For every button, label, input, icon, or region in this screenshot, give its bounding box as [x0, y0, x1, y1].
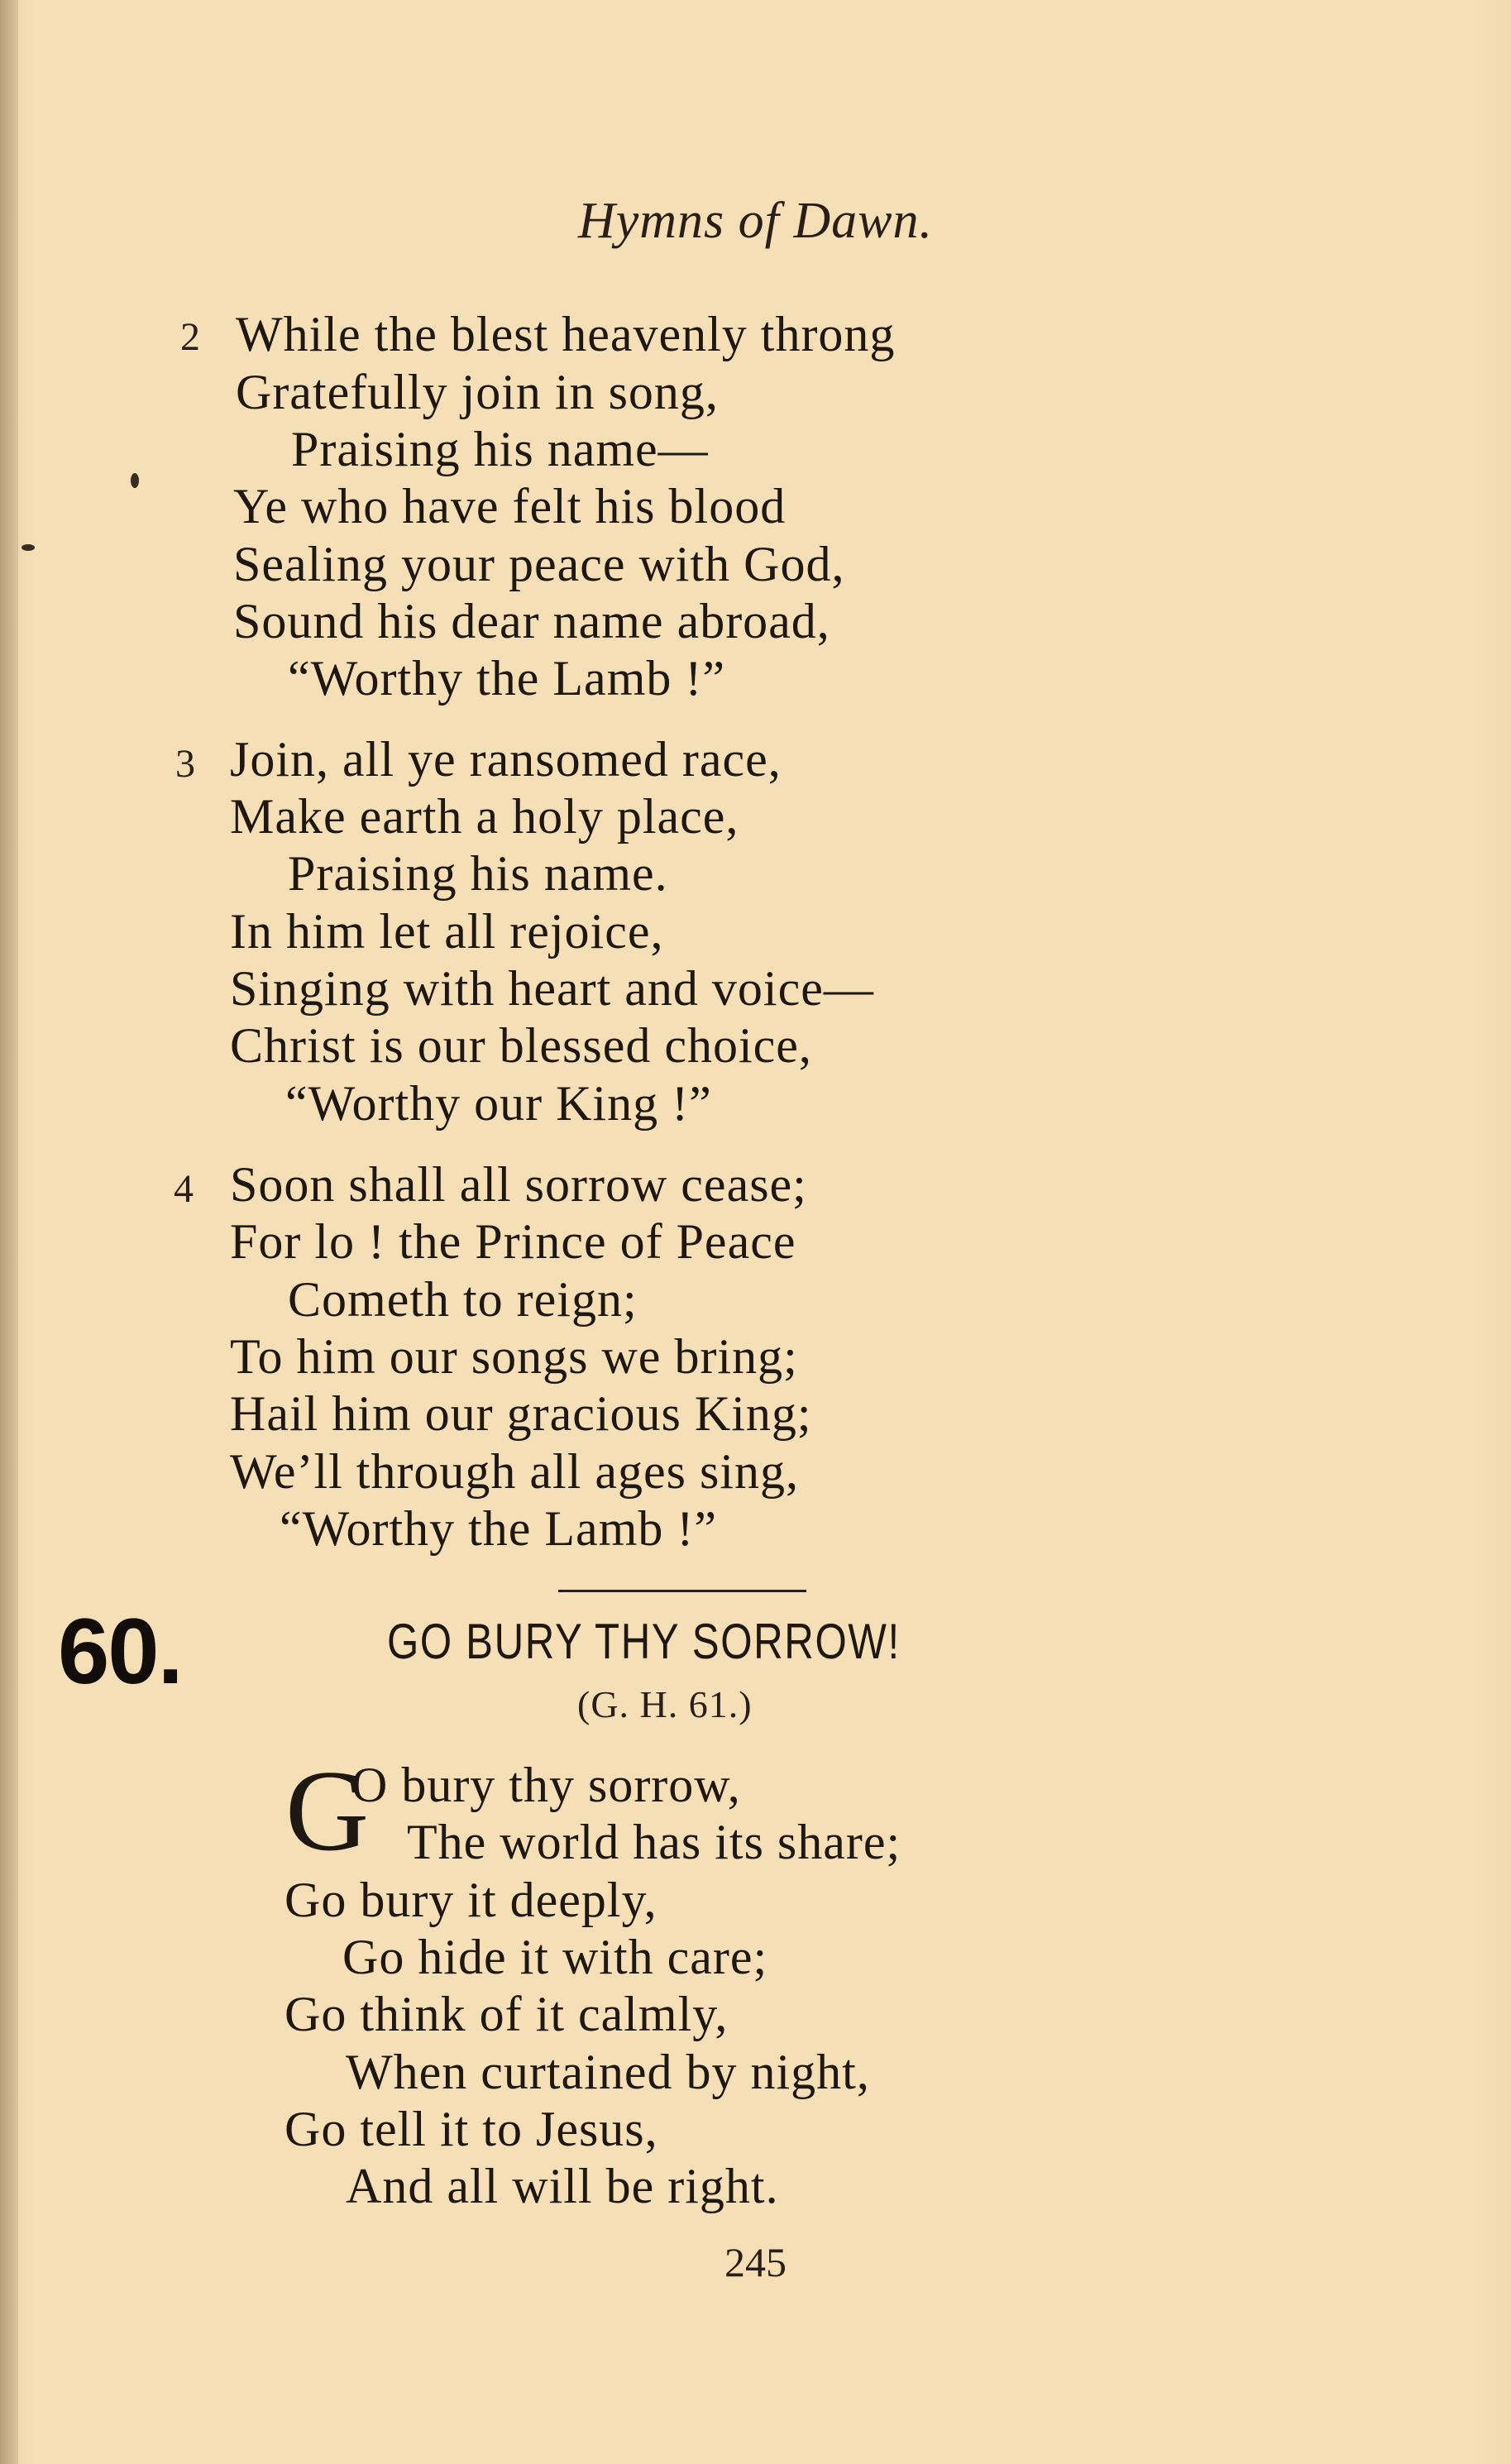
verse-line: Praising his name— — [291, 422, 709, 476]
verse-line: Praising his name. — [288, 846, 668, 901]
verse-line: Soon shall all sorrow cease; — [230, 1157, 807, 1212]
verse-line: Make earth a holy place, — [230, 789, 739, 844]
hymn-number: 60. — [58, 1600, 182, 1703]
verse-line: To him our songs we bring; — [230, 1329, 798, 1384]
hymn-reference: (G. H. 61.) — [577, 1683, 753, 1725]
hymn-line: Go tell it to Jesus, — [285, 2102, 658, 2156]
hymn-line: And all will be right. — [346, 2159, 779, 2213]
drop-cap: G — [285, 1747, 370, 1875]
verse-line: Sound his dear name abroad, — [233, 594, 830, 648]
verse-line: For lo ! the Prince of Peace — [230, 1214, 796, 1269]
verse-line: Singing with heart and voice— — [230, 961, 874, 1016]
verse-line: “Worthy the Lamb !” — [280, 1501, 717, 1556]
verse-line: In him let all rejoice, — [230, 904, 664, 959]
verse-number: 2 — [180, 315, 200, 359]
page-spine-edge — [0, 0, 18, 2464]
hymn-line: Go hide it with care; — [342, 1930, 768, 1984]
ink-speck — [131, 473, 139, 488]
hymn-title: GO BURY THY SORROW! — [387, 1614, 901, 1669]
page-number: 245 — [724, 2239, 787, 2285]
hymn-line: Go think of it calmly, — [285, 1987, 729, 2041]
hymn-line: O bury thy sorrow, — [351, 1758, 741, 1812]
ink-speck — [22, 544, 35, 551]
verse-line: Hail him our gracious King; — [230, 1386, 812, 1441]
verse-line: Christ is our blessed choice, — [230, 1018, 812, 1073]
hymn-line: The world has its share; — [407, 1815, 901, 1869]
running-head: Hymns of Dawn. — [577, 193, 934, 249]
hymn-line: When curtained by night, — [346, 2045, 870, 2099]
section-divider — [558, 1590, 806, 1592]
verse-line: While the blest heavenly throng — [236, 307, 896, 361]
verse-line: Gratefully join in song, — [236, 365, 719, 419]
verse-line: We’ll through all ages sing, — [230, 1444, 800, 1499]
verse-line: Join, all ye ransomed race, — [230, 732, 782, 787]
verse-line: “Worthy our King !” — [285, 1076, 712, 1131]
verse-line: Cometh to reign; — [288, 1272, 638, 1327]
verse-line: Sealing your peace with God, — [233, 537, 845, 591]
verse-line: Ye who have felt his blood — [233, 479, 787, 533]
hymn-line: Go bury it deeply, — [285, 1873, 657, 1927]
verse-number: 3 — [175, 742, 195, 786]
verse-number: 4 — [174, 1167, 194, 1211]
verse-line: “Worthy the Lamb !” — [288, 651, 725, 706]
